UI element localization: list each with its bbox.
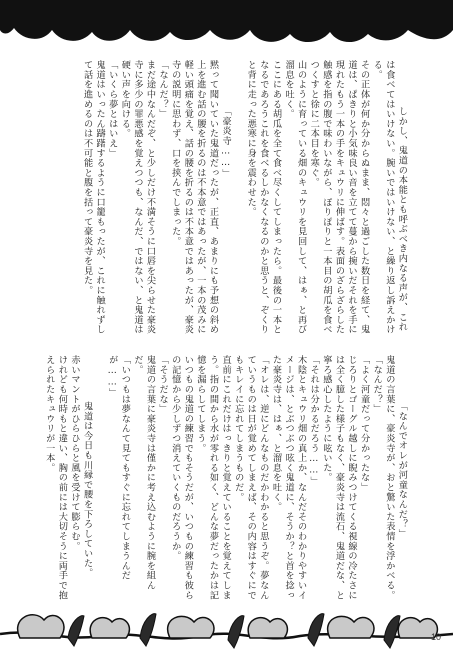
lower-left-paragraphs: 鬼道は今日も川縁で腰を下ろしていた。 赤いマントがひらひらと風を受けて膨らむ。 けれども何時もと違い、胸の前には大切そうに両手で抱えられたキュウリが一本。 [43,355,93,600]
upper-text-block [40,60,420,338]
lower-text-block [40,355,420,605]
upper-right-paragraphs: しかし、鬼道の本能とも呼ぶべき内なる声が、これは食べてはいけない。腕いではいけない、と繰り返し訴えかける。 その正体が何か分からぬまま、悶々と過ごした数日を経て、鬼道は、ぱきりと小気味良い音を立てて蔓から捥いだそれを手に現れたもう一本の手をキュウリに伸ばす。表面のざらざらした触感を指の腹で味わいながら、ぽりぽりと一本目の胡瓜を食べつくすと徐に二本目を寒ぐ。 山のように育っている畑のキュウリを見回して、はぁ、と再び溜息を吐く。 ここにある胡瓜を全て食べ尽くしてしまったら。最後の一本となるであろうこれを食べるしかなくなるのかと思うと、ぞくりと背に走った悪寒に身を震わせた。 [245,60,408,335]
lower-right-paragraphs: 「なんでオレが河童なんだ？」 鬼道の言葉に、豪炎寺が、おと驚いた表情を浮かべる。 「なんだ？」 「よく河童だって分かったな」 じろりとゴーグル越しに睨みつけてくる視線の冷たさには全く臆した様子もなく、豪炎寺は流石、鬼道だな、と寧ろ感心したように呟いた。 「それは分かるだろう……」 木陰とキュウリ畑の真上か、なんだそのわかりやすいイメージは、とぶつぶつ呟く鬼道に、そうか？と首を捻った豪炎寺は、はぁ、と溜息を吐く。 「オレは、逆にどんなものだかわかると思うぞ。夢なんていうものは日が覚めてしまえば、その内容はすぐにでもキレイに忘れてしまうものだ。 直前にこれだけはっきりと覚えていることを覚えてしまう。指の間から水が零れる如く、どんな夢だったかは記憶を漏らしてしまう。 いつもの鬼道の練習でもそうだが、いつもの練習も彼らの記憶から少しずつ消えていくものだろうか。 「そうだな」 鬼道の言葉に豪炎寺は僅かに考え込むように腕を組んだ。 「いつもは夢なんて見てもすぐに忘れてしまうんだが……」 [106,355,408,600]
upper-middle-paragraphs: 「豪炎寺……」 黙って聞いていた鬼道だったが、正直、あまりにも予想の斜め上を進む話の腰を折るのは不本意ではあったが、一本の茂みに軽い頭痛を覚え、話の腰を折るのは不本意ではあったが、豪炎寺の説明に思わず、口を挟んでしまった。 「なんだ？」 まだ途中なんだぞ、と少しだけ不満そうに口唇を尖らせた豪炎寺に多少の罪悪感を覚えつつも、なんだ、ではない、と鬼道は硬い声を向ける。 「いくら夢とはいえ」 鬼道はいったん躊躇するように口籠もったが、これに触れずして話を進めるのは不可能と腹を括って豪炎寺を見た。 [81,60,232,335]
page-number: 10 [430,632,441,642]
cloud-border-decoration [0,0,453,52]
cucumber-vine-decoration [0,598,453,650]
